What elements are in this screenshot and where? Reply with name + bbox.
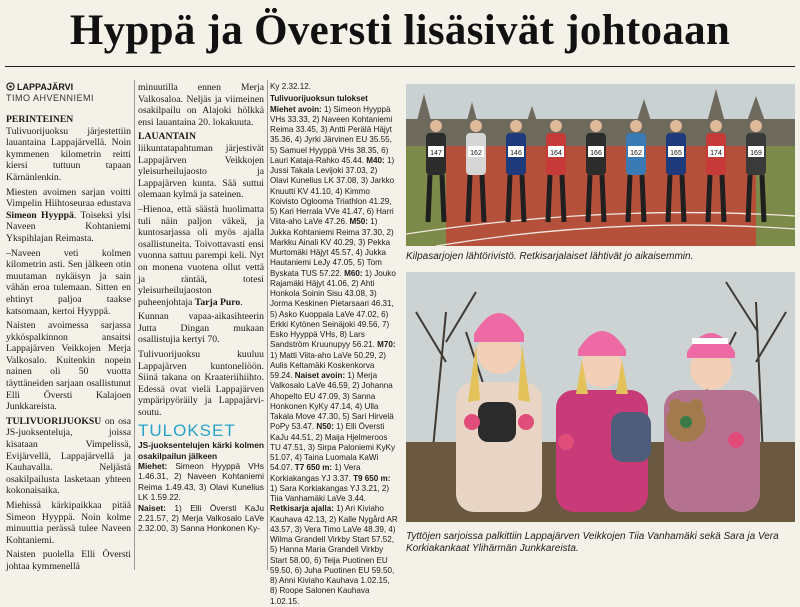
result-section: M60: [344,268,363,278]
paragraph-lead: LAUANTAIN [138,131,196,143]
result-entry [138,461,264,503]
paragraph [6,549,131,572]
paragraph-text: Miesten avoimen sarjan voitti Vimpelin Hiihtoseuraa edustava [6,186,131,210]
bib-number: 165 [670,150,682,157]
results-column [270,82,398,606]
headline: Hyppä ja Översti lisäsivät johtoaan [69,7,731,54]
result-section: N50: [316,422,334,432]
paragraph [138,311,264,346]
results-list [270,94,398,607]
paragraph-lead: TULIVUORIJUOKSU [6,415,102,427]
bib-number: 164 [550,150,562,157]
result-text: 1) Elli Översti KaJu 44.51, 2) Maija Hjelmeroos TU 47.51, 3) Sirpa Paloniemi KyKy 51.07, 4) Taina Luomala KaWi 54.07. [270,422,396,473]
photo-race-start [406,84,795,246]
result-entry [138,503,264,534]
result-text: 1) Ari Kiviaho Kauhava 42.13, 2) Kalle Nygård AR 43.57, 3) Vera Timo LaVe 48.39, 4) Wilma Grandell Virkby Start 57.52, 5) Hanna Maria Grandell Virkby Start 58.00, 6) Teija Puotinen EU 59.50, 6) Juha Puotinen EU 59.50, 8) Anni Kiviaho Kauhava 1.02.15, 8) Roope Salonen Kauhava 1.02.15. [270,504,398,606]
bib-number: 169 [750,150,762,157]
paragraph [6,416,131,497]
photo2-caption: Tyttöjen sarjoissa palkittiin Lappajärven Veikkojen Tiia Vanhamäki sekä Sara ja Vera Korkiakankaat Ylihärmän Junkkareista. [406,531,779,554]
result-text: Simeon Hyyppä VHs 1.46.31, 2) Naveen Kohtaniemi Reima 1.49.43, 3) Olavi Kunelius LK 1.59.22. [138,461,264,503]
paragraph-text: Kunnan vapaa-aikasihteerin Jutta Dingan mukaan osallistujia kertyi 70. [138,311,264,346]
result-text: 1) Sara Korkiakangas YJ 3.21, 2) Tiia Vanhamäki LaVe 3.44. [270,483,390,503]
paragraph [6,500,131,546]
paragraph-text: –Naveen veti kolmen kilometrin asti. Sen jälkeen otin muutaman nykäisyn ja sain vähän eroa tulemaan. Sitten en ehtinyt paljoa taakse katsomaan, kertoi Hyyppä. [6,247,131,317]
result-text: 1) Merja Valkosalo LaVe 46.59, 2) Johanna Ahopelto EU 47.09, 3) Sanna Honkonen KyKy 47.14, 4) Ulla Takala Move 47.30, 5) Sari Hirvelä PoPy 53.47. [270,371,394,432]
result-section: Naiset avoin: [294,371,346,380]
paragraph [6,320,131,413]
photo1-caption: Kilpasarjojen lähtörivistö. Retkisarjalaiset lähtivät jo aikaisemmin. [406,251,694,262]
result-section: M70: [377,340,396,350]
byline-location: LAPPAJÄRVI [17,82,74,92]
paragraph-text: Naisten puolella Elli Översti johtaa kymmenellä [6,549,131,572]
result-text: 1) Vera Korkiakangas YJ 3.37. [270,463,361,483]
paragraph [6,248,131,318]
race-start-image [406,84,795,246]
paragraph [138,131,264,201]
bib-number: 162 [630,150,642,157]
paragraph-text: Naisten avoimessa sarjassa ykköspalkinnon ansaitsi Lappajärven Veikkojen Merja Valkosalo. Kuitenkin nopein nainen oli 50 vuotta täyttäneiden sarjaan osallistunut Elli Översti Kalajoen Junkkareista. [6,320,131,413]
paragraph-text: Tulivuorijuoksu kuuluu Lappajärven kuntoneliöön. Siinä takana on Kraateriihiihto. Edessä ovat vielä Lappajärven ympäripyöräily ja Lappajärvi-soutu. [138,349,264,419]
result-section: T7 650 m: [294,463,333,473]
paragraph-text: Miehissä kärkipaikkaa pitää Simeon Hyyppä. Noin kolme minuuttia perässä tulee Naveen Kohtaniemi. [6,500,131,546]
byline [6,82,131,104]
result-text: 1) Matti Viita-aho LaVe 50.29, 2) Aulis Keltamäki Koskenkorva 59.24. [270,350,386,380]
bib-number: 162 [470,150,482,157]
paragraph-bold: Tarja Puro [194,296,241,308]
paragraph-text: Tulivuorijuoksu järjestettiin lauantaina Lappajärvellä. Noin kymmenen kilometrin reitti kiersi tuttuun tapaan Kärnänlenkin. [6,125,131,183]
result-text: 1) Elli Översti KaJu 2.21.57, 2) Merja Valkosalo LaVe 2.32.00, 3) Sanna Honkonen Ky- [138,502,264,534]
headline-rule [5,66,795,67]
article-column-2 [138,82,264,572]
column-divider [134,80,135,570]
paragraph [138,349,264,419]
paragraph-text: liikuntatapahtuman järjestivät Lappajärven Veikkojen yleisurheilujaosto ja Lappajärven kunta. Sää suttui olemaan kylmä ja sateinen. [138,142,264,201]
paragraph [6,114,131,184]
bib-number: 147 [430,150,442,157]
bib-number: 166 [590,150,602,157]
paragraph-text: minuutilla ennen Merja Valkosaloa. Neljäs ja viimeinen osakilpailu on Alajoki hölkkä ensi lauantaina 20. lokakuuta. [138,82,264,128]
paragraph [138,82,264,128]
paragraph-bold: Simeon Hyyppä [6,209,74,221]
byline-author: TIMO AHVENNIEMI [6,93,95,103]
bib-number: 146 [510,150,522,157]
results-date: Ky 2.32.12. [270,82,311,91]
paragraph [6,187,131,245]
photo-girls-prize [406,272,795,522]
paragraph-text: . [240,296,243,308]
paragraph-text: on osa JS-juoksenteluja, joissa kisataan Vimpelissä, Evijärvellä, Lappajärvellä ja Kauhavalla. Neljästä osakilpailusta lasketaan yhteen kokonaisaika. [6,415,131,497]
paragraph-lead: PERINTEINEN [6,114,74,125]
result-section: Miehet avoin: [270,104,322,114]
result-section: T9 650 m: [353,473,391,483]
paragraph-text: . Toiseksi ylsi Naveen Kohtaniemi Ykspihlajan Reimasta. [6,209,131,244]
result-text: 1) Jukka Kohtaniemi Reima 37.30, 2) Markku Ainali KV 40.29, 3) Pekka Murtomäki Häjyt 45.57, 4) Jukka Hautaniemi LeJy 47.05, 5) Tom Byskata TUS 57.22. [270,217,394,278]
location-pin-icon [6,82,15,91]
result-section: Naiset: [138,502,166,513]
result-text: 1) Jouko Rajamäki Häjyt 41.06, 2) Ahti Honkola Soinin Sisu 43.08, 3) Jorma Keskinen Pietarsaari 46.31, 5) Asko Kuoppala LaVe 47.02, 6) Erkki Kytönen Seinäjoki 49.56, 7) Esko Hyyppä VHs, 8) Lars Sandström Kruunupyy 56.21. [270,268,396,350]
bib-number: 174 [710,150,722,157]
article-column-1 [6,82,131,572]
results-heading: TULOKSET [138,420,236,440]
column-divider [267,80,268,570]
result-section: M50: [349,217,368,227]
result-text: 1) Simeon Hyyppä VHs 33.33, 2) Naveen Kohtaniemi Reima 33.45, 3) Antti Perälä Häjyt 35.36, 4) Jyrki Järvinen EU 35.55, 5) Samuel Hyyppä VHs 38.35, 6) Lauri Kataja-Rahko 45.44. [270,104,393,165]
result-section: Retkisarja ajalla: [270,504,334,514]
result-entry [138,440,264,461]
paragraph [138,204,264,308]
result-section: Miehet: [138,461,168,472]
paragraph-text: –Hienoa, että säästä huolimatta tuli näin paljon väkeä, ja kuntosarjassa oli myös ajalla osallistuneita. Toivottavasti ensi vuonna sattuu parempi keli. Nyt on monena vuotena ollut vettä ja räntää, totesi yleisurheilujaoston puheenjohtaja [138,203,264,308]
result-text: 1) Jussi Takala Levijoki 37.03, 2) Olavi Kunelius LK 37.08, 3) Jarkko Knuutti KV 41.10, 4) Kimmo Koivisto Oglooma Triathlon 41.29, 5) Kari Herrala VVe 41.47, 6) Harri Viita-aho LaVe 47.26. [270,155,395,227]
result-section: Tulivuorijuoksun tulokset [270,94,368,104]
result-section: JS-juoksentelujen kärki kolmen osakilpailun jälkeen [138,440,264,461]
result-section: M40: [366,155,385,165]
girls-image [406,272,795,522]
